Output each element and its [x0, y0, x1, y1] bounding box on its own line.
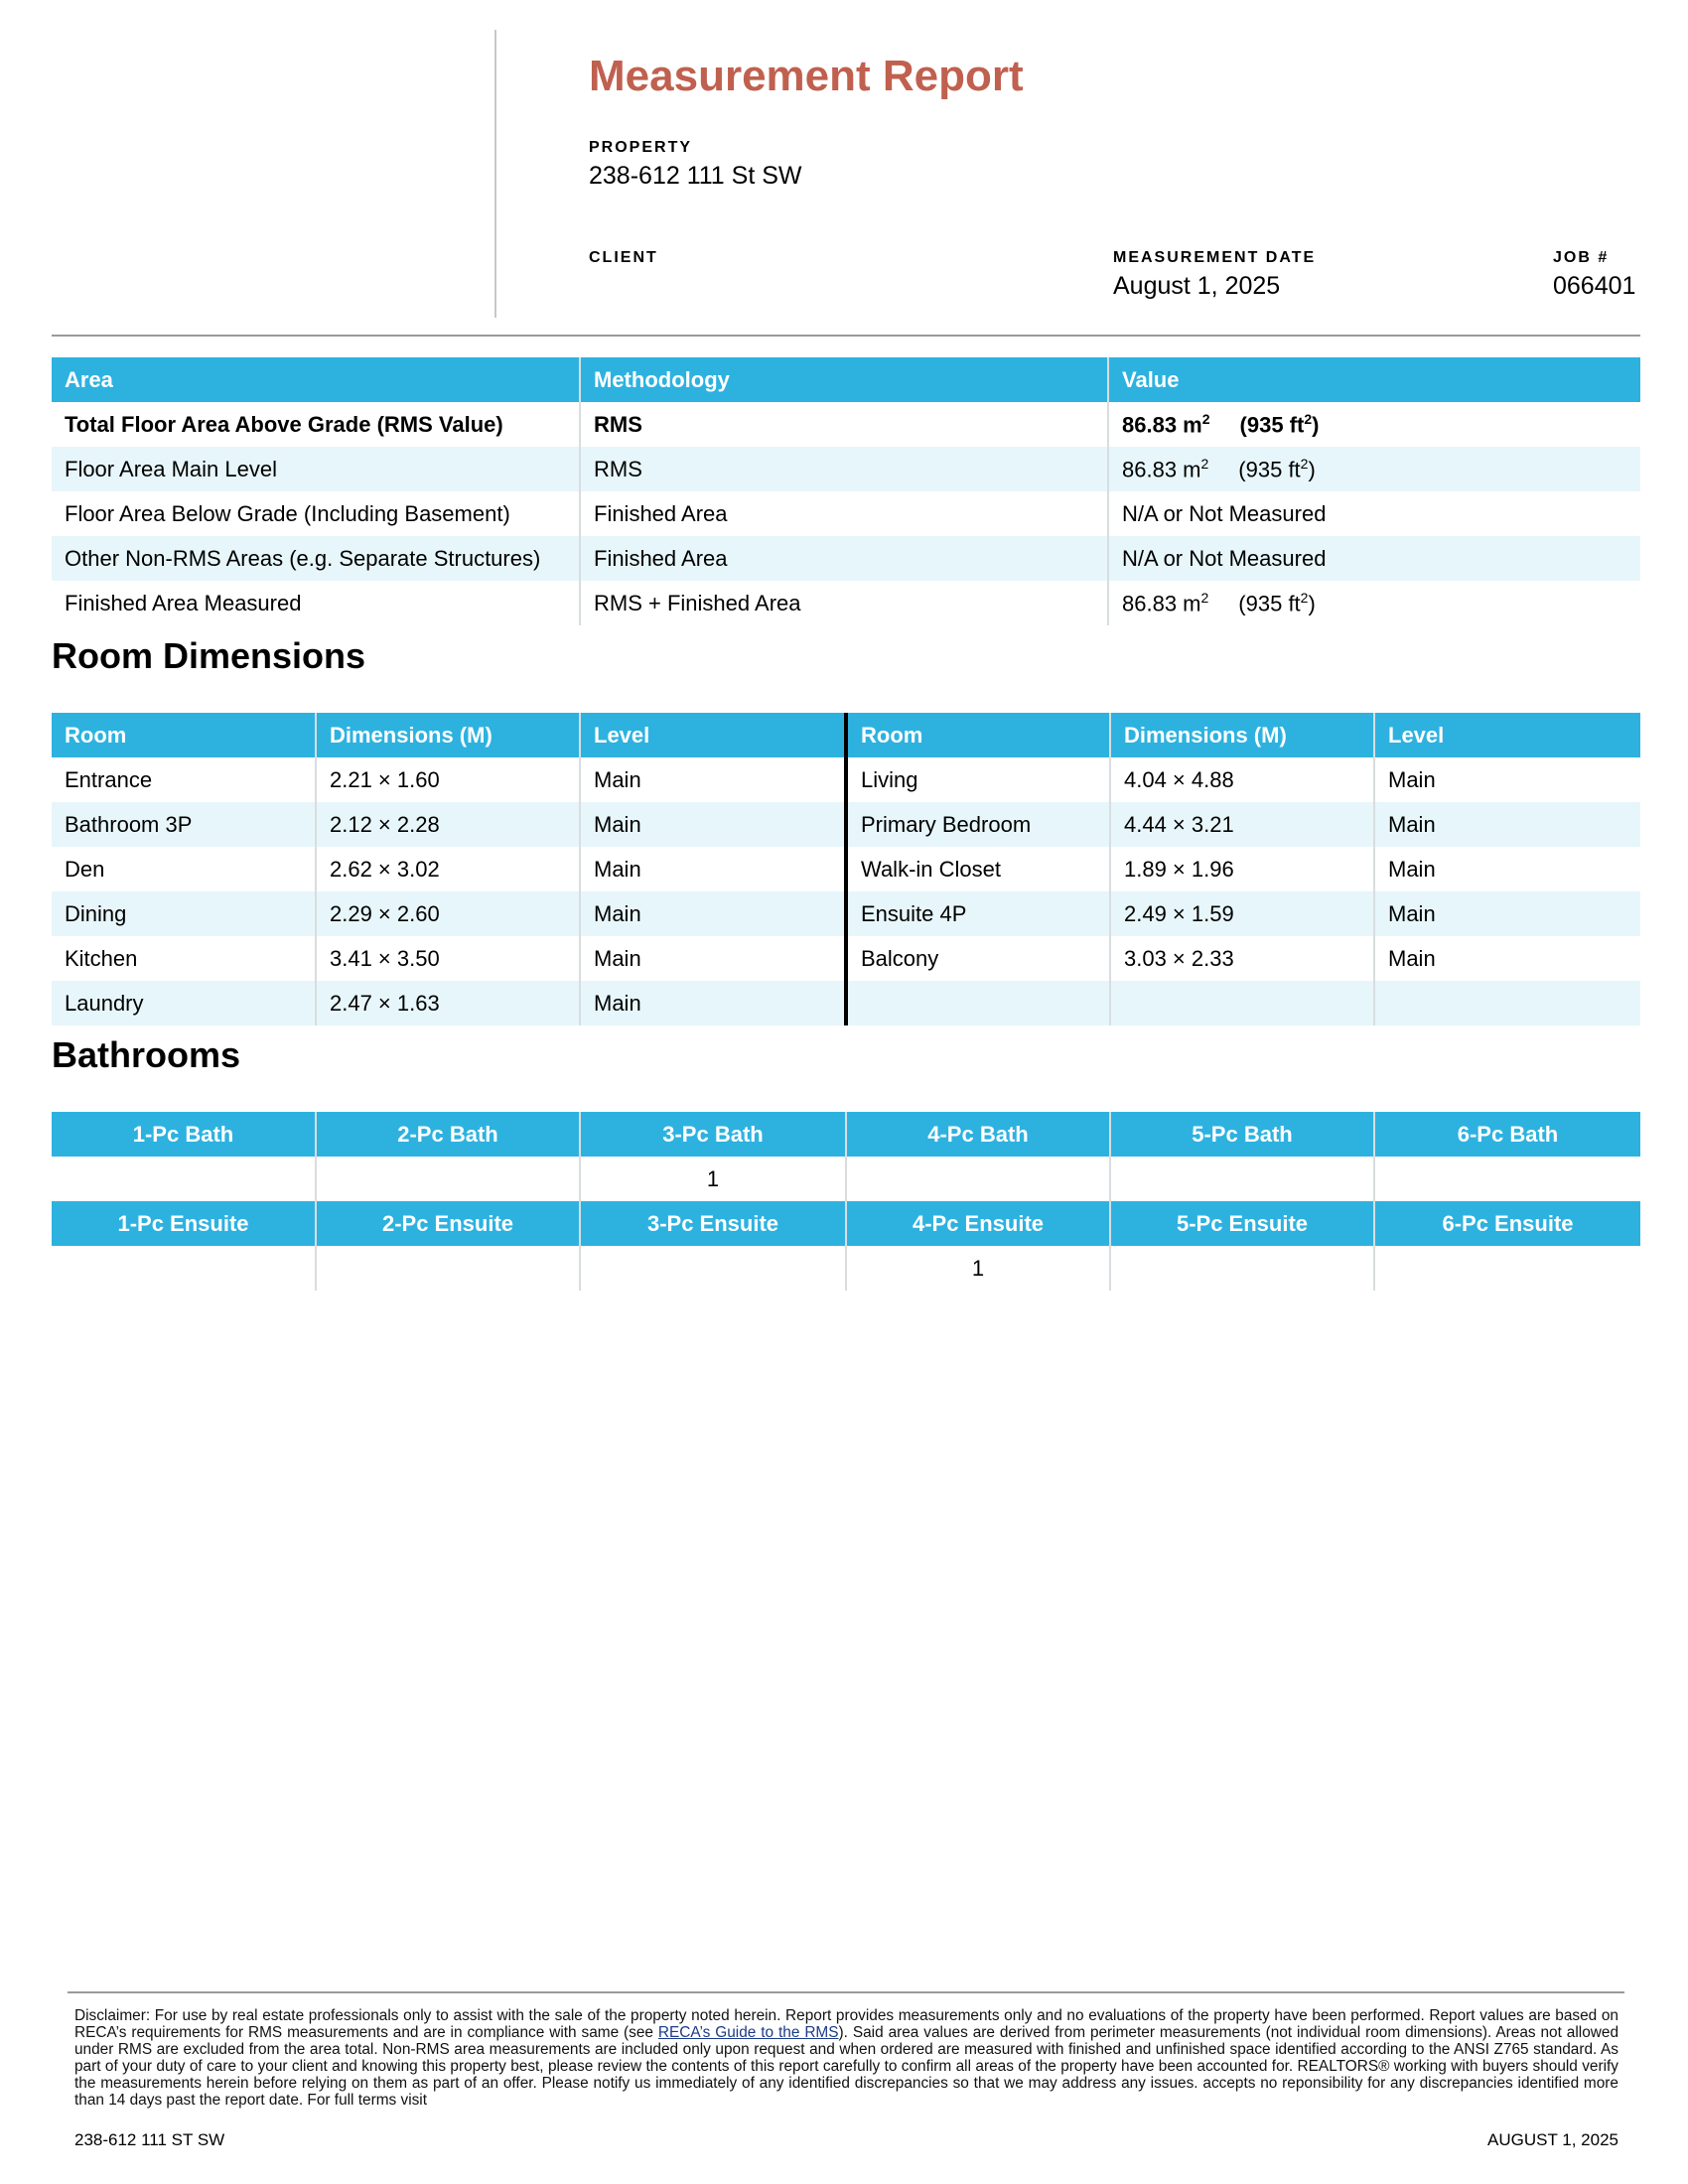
footer-property: 238-612 111 ST SW: [74, 2130, 225, 2149]
room-dimensions: 2.12 × 2.28: [316, 802, 580, 847]
ensuite-header-row: [52, 1201, 1640, 1246]
bath-header-row: [52, 1112, 1640, 1157]
value-cell: N/A or Not Measured: [1122, 500, 1327, 526]
bath-count: 1: [580, 1157, 846, 1201]
bathrooms-table: [52, 1112, 1640, 1291]
ensuite-count-row: [52, 1246, 1640, 1291]
room-name: Living: [846, 757, 1110, 802]
ensuite-count: [1374, 1246, 1640, 1291]
value-cell: N/A or Not Measured: [1108, 536, 1640, 581]
room-name: Dining: [52, 891, 316, 936]
header-level: Level: [1374, 713, 1640, 757]
bath-count-row: [52, 1157, 1640, 1201]
client-label: CLIENT: [589, 249, 658, 266]
room-dimensions-table: [52, 713, 1640, 1025]
room-level: Main: [580, 936, 846, 981]
ensuite-count: [1110, 1246, 1374, 1291]
bath-count: [316, 1157, 580, 1201]
disclaimer-text: Disclaimer: For use by real estate professionals only to assist with the sale of the property noted herein. Report provides measurements only and no evaluations of the property have been performed. Report values are based on RECA’s requirements for RMS measurements and are in compliance with same (see: [74, 2007, 1618, 2041]
table-row: [52, 936, 1640, 981]
room-level: Main: [1374, 802, 1640, 847]
room-level: Main: [1388, 856, 1436, 882]
table-row: [52, 447, 1640, 491]
room-level: Main: [580, 802, 846, 847]
room-dimensions: 2.47 × 1.63: [316, 981, 580, 1025]
measurement-date-label: MEASUREMENT DATE: [1113, 249, 1317, 266]
ensuite-header: 3-Pc Ensuite: [580, 1201, 846, 1246]
area-cell: Other Non-RMS Areas (e.g. Separate Structures): [52, 536, 580, 581]
bath-count: [846, 1157, 1110, 1201]
header-value: Value: [1108, 357, 1640, 402]
room-name: Entrance: [52, 757, 316, 802]
method-cell: Finished Area: [580, 491, 1108, 536]
header-room: Room: [52, 713, 316, 757]
ensuite-header: 2-Pc Ensuite: [316, 1201, 580, 1246]
ensuite-header: 1-Pc Ensuite: [52, 1201, 316, 1246]
table-row: [52, 757, 1640, 802]
value-cell: 86.83 $m^2$ (935 $ft^2$): [1108, 447, 1640, 491]
ensuite-header: 5-Pc Ensuite: [1110, 1201, 1374, 1246]
ensuite-header: 4-Pc Ensuite: [846, 1201, 1110, 1246]
header-dimensions: Dimensions (M): [316, 713, 580, 757]
header-room: Room: [846, 713, 1110, 757]
disclaimer-text: ). Said area values are derived from perimeter measurements (not individual room dimensions). Areas not allowed under RMS are excluded from the area total. Non-RMS area measurements are included only upon request and when ordered are measured with finished and unfinished space identified according to the ANSI Z765 standard. As part of your duty of care to your client and knowing this property best, please review the contents of this report carefully to confirm all areas of the property have been accounted for. REALTORS® working with buyers should verify the measurements herein before relying on them as part of an offer. Please notify us immediately of any identified discrepancies so that we may address any issues. accepts no reponsibility for any discrepancies identified more than 14 days past the report date. For full terms visit: [74, 2024, 1618, 2109]
value-cell: 86.83 $m^2$ (935 $ft^2$): [1122, 589, 1316, 616]
header-level: Level: [580, 713, 846, 757]
room-name: [846, 981, 1110, 1025]
bath-count: [1374, 1157, 1640, 1201]
table-row: [52, 402, 1640, 447]
method-cell: Finished Area: [580, 536, 1108, 581]
header-rule: [52, 335, 1640, 337]
room-level: Main: [580, 757, 846, 802]
header-methodology: Methodology: [580, 357, 1108, 402]
room-dimensions: 2.21 × 1.60: [316, 757, 580, 802]
room-level: Main: [580, 891, 846, 936]
bath-header: 3-Pc Bath: [580, 1112, 846, 1157]
area-table: [52, 357, 1640, 625]
bath-header: 1-Pc Bath: [52, 1112, 316, 1157]
room-name: Ensuite 4P: [846, 891, 1110, 936]
room-level: [1374, 981, 1640, 1025]
table-row: [52, 891, 1640, 936]
room-dimensions: 2.49 × 1.59: [1110, 891, 1374, 936]
logo-area: [52, 30, 494, 316]
area-cell: Finished Area Measured: [52, 581, 580, 625]
property-label: PROPERTY: [589, 139, 693, 156]
bath-header: 5-Pc Bath: [1110, 1112, 1374, 1157]
bath-header: 6-Pc Bath: [1374, 1112, 1640, 1157]
method-cell: RMS: [580, 447, 1108, 491]
room-dimensions: 2.62 × 3.02: [316, 847, 580, 891]
room-level: Main: [580, 847, 846, 891]
room-name: Walk-in Closet: [846, 847, 1110, 891]
room-dimensions: 2.29 × 2.60: [316, 891, 580, 936]
area-table-header: [52, 357, 1640, 402]
room-name: Balcony: [846, 936, 1110, 981]
method-cell: RMS + Finished Area: [580, 581, 1108, 625]
room-dimensions-heading: Room Dimensions: [52, 635, 366, 676]
ensuite-count: [316, 1246, 580, 1291]
ensuite-header: 6-Pc Ensuite: [1374, 1201, 1640, 1246]
ensuite-count: 1: [846, 1246, 1110, 1291]
room-dimensions: 3.03 × 2.33: [1110, 936, 1374, 981]
property-value: 238-612 111 St SW: [589, 162, 802, 190]
room-name: Laundry: [52, 981, 316, 1025]
room-dimensions: 4.04 × 4.88: [1110, 757, 1374, 802]
room-name: Bathroom 3P: [52, 802, 316, 847]
area-cell: Floor Area Below Grade (Including Basement): [52, 491, 580, 536]
page-title: Measurement Report: [589, 52, 1024, 100]
table-row: [52, 802, 1640, 847]
ensuite-count: [580, 1246, 846, 1291]
bath-header: 2-Pc Bath: [316, 1112, 580, 1157]
table-row: [52, 981, 1640, 1025]
method-cell: RMS: [580, 402, 1108, 447]
ensuite-count: [52, 1246, 316, 1291]
bath-header: 4-Pc Bath: [846, 1112, 1110, 1157]
room-dimensions: [1110, 981, 1374, 1025]
table-row: [52, 847, 1640, 891]
room-dimensions: 4.44 × 3.21: [1110, 802, 1374, 847]
header-divider: [494, 30, 496, 318]
room-table-header: [52, 713, 1640, 757]
measurement-date-value: August 1, 2025: [1113, 272, 1281, 300]
area-cell: Floor Area Main Level: [52, 447, 580, 491]
table-row: [52, 491, 1640, 536]
footer-rule: [68, 1991, 1624, 1993]
room-level: Main: [580, 981, 846, 1025]
table-row: [52, 581, 1640, 625]
bathrooms-heading: Bathrooms: [52, 1034, 241, 1075]
header-dimensions: Dimensions (M): [1110, 713, 1374, 757]
area-cell: Total Floor Area Above Grade (RMS Value): [52, 402, 580, 447]
room-dimensions: 1.89 × 1.96: [1110, 847, 1374, 891]
disclaimer: [74, 2007, 1618, 2109]
footer-date: AUGUST 1, 2025: [1487, 2130, 1618, 2149]
room-name: Primary Bedroom: [846, 802, 1110, 847]
bath-count: [52, 1157, 316, 1201]
room-name: Den: [52, 847, 316, 891]
value-cell: 86.83 $m^2$ (935 $ft^2$): [1122, 410, 1320, 438]
room-level: Main: [1374, 891, 1640, 936]
table-row: [52, 536, 1640, 581]
room-level: Main: [1388, 945, 1436, 971]
room-dimensions: 3.41 × 3.50: [316, 936, 580, 981]
room-name: Kitchen: [52, 936, 316, 981]
job-number-label: JOB #: [1553, 249, 1610, 266]
header-area: Area: [52, 357, 580, 402]
room-level: Main: [1388, 766, 1436, 792]
job-number-value: 066401: [1553, 272, 1636, 300]
bath-count: [1110, 1157, 1374, 1201]
reca-guide-link[interactable]: RECA’s Guide to the RMS: [657, 2024, 839, 2041]
